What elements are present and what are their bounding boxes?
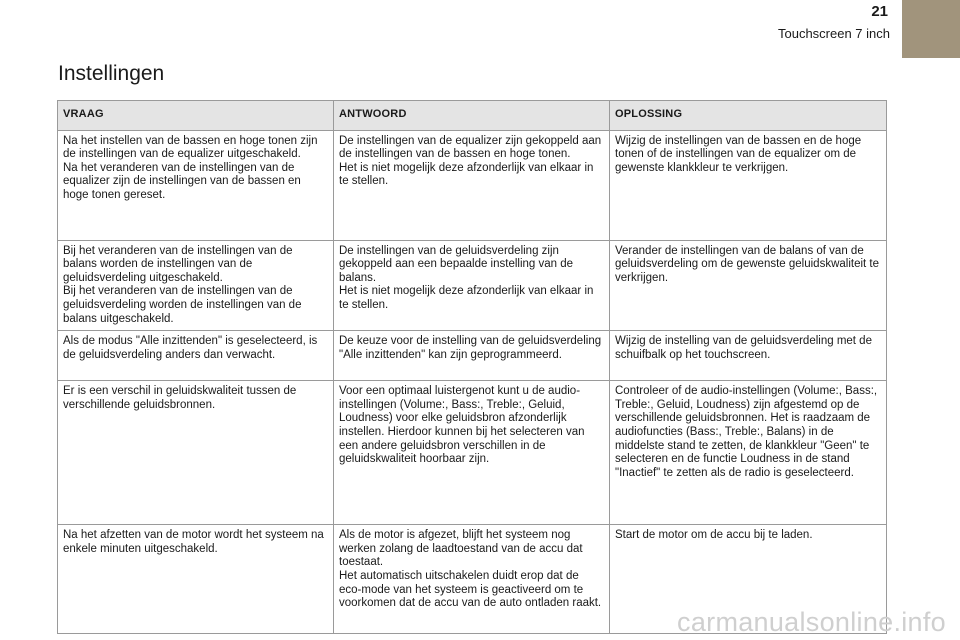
- section-title: Touchscreen 7 inch: [777, 26, 890, 41]
- table-row: [58, 331, 887, 381]
- question-cell: Na het instellen van de bassen en hoge tonen zijn de instellingen van de equalizer uitgeschakeld. Na het veranderen van de instellingen van de equalizer zijn de instellingen van de bassen en hoge tonen gereset.: [58, 130, 334, 240]
- answer-cell: Als de motor is afgezet, blijft het systeem nog werken zolang de laadtoestand van de accu dat toestaat. Het automatisch uitschakelen duidt erop dat de eco-mode van het systeem is geactiveerd om te voorkomen dat de accu van de auto ontladen raakt.: [334, 525, 610, 634]
- question-cell: Als de modus "Alle inzittenden" is geselecteerd, is de geluidsverdeling anders dan verwacht.: [58, 331, 334, 381]
- table-row: [58, 381, 887, 525]
- column-header-solution: OPLOSSING: [610, 101, 887, 131]
- question-cell: Na het afzetten van de motor wordt het systeem na enkele minuten uitgeschakeld.: [58, 525, 334, 634]
- column-header-question: VRAAG: [58, 101, 334, 131]
- question-cell: Bij het veranderen van de instellingen van de balans worden de instellingen van de geluidsverdeling uitgeschakeld. Bij het veranderen van de instellingen van de geluidsverdeling worden de instellingen van de balans uitgeschakeld.: [58, 240, 334, 331]
- question-cell: Er is een verschil in geluidskwaliteit tussen de verschillende geluidsbronnen.: [58, 381, 334, 525]
- page-title: Instellingen: [58, 62, 165, 85]
- solution-cell: Verander de instellingen van de balans of van de geluidsverdeling om de gewenste geluidskwaliteit te verkrijgen.: [610, 240, 887, 331]
- page-number: 21: [871, 3, 888, 20]
- solution-cell: Wijzig de instelling van de geluidsverdeling met de schuifbalk op het touchscreen.: [610, 331, 887, 381]
- table-row: [58, 130, 887, 240]
- answer-cell: De instellingen van de equalizer zijn gekoppeld aan de instellingen van de bassen en hoge tonen. Het is niet mogelijk deze afzonderlijk van elkaar in te stellen.: [334, 130, 610, 240]
- table-header-row: [58, 101, 887, 131]
- answer-cell: Voor een optimaal luistergenot kunt u de audio-instellingen (Volume:, Bass:, Treble:, Geluid, Loudness) voor elke geluidsbron afzonderlijk instellen. Hierdoor kunnen bij het selecteren van een andere geluidsbron verschillen in de geluidskwaliteit hoorbaar zijn.: [334, 381, 610, 525]
- solution-cell: Controleer of de audio-instellingen (Volume:, Bass:, Treble:, Geluid, Loudness) zijn afgestemd op de verschillende geluidsbronnen. Het is raadzaam de audiofuncties (Bass:, Treble:, Balans) in de middelste stand te zetten, de klankkleur "Geen" te selecteren en de functie Loudness in de stand "Inactief" te zetten als de radio is geselecteerd.: [610, 381, 887, 525]
- answer-cell: De instellingen van de geluidsverdeling zijn gekoppeld aan een bepaalde instelling van de balans. Het is niet mogelijk deze afzonderlijk van elkaar in te stellen.: [334, 240, 610, 331]
- faq-table: [57, 100, 887, 634]
- solution-cell: Wijzig de instellingen van de bassen en de hoge tonen of de instellingen van de equalizer om de gewenste klankkleur te verkrijgen.: [610, 130, 887, 240]
- table-row: [58, 240, 887, 331]
- solution-cell: Start de motor om de accu bij te laden.: [610, 525, 887, 634]
- watermark: carmanualsonline.info: [677, 607, 946, 637]
- chapter-tab: [902, 0, 960, 58]
- column-header-answer: ANTWOORD: [334, 101, 610, 131]
- answer-cell: De keuze voor de instelling van de geluidsverdeling "Alle inzittenden" kan zijn geprogrammeerd.: [334, 331, 610, 381]
